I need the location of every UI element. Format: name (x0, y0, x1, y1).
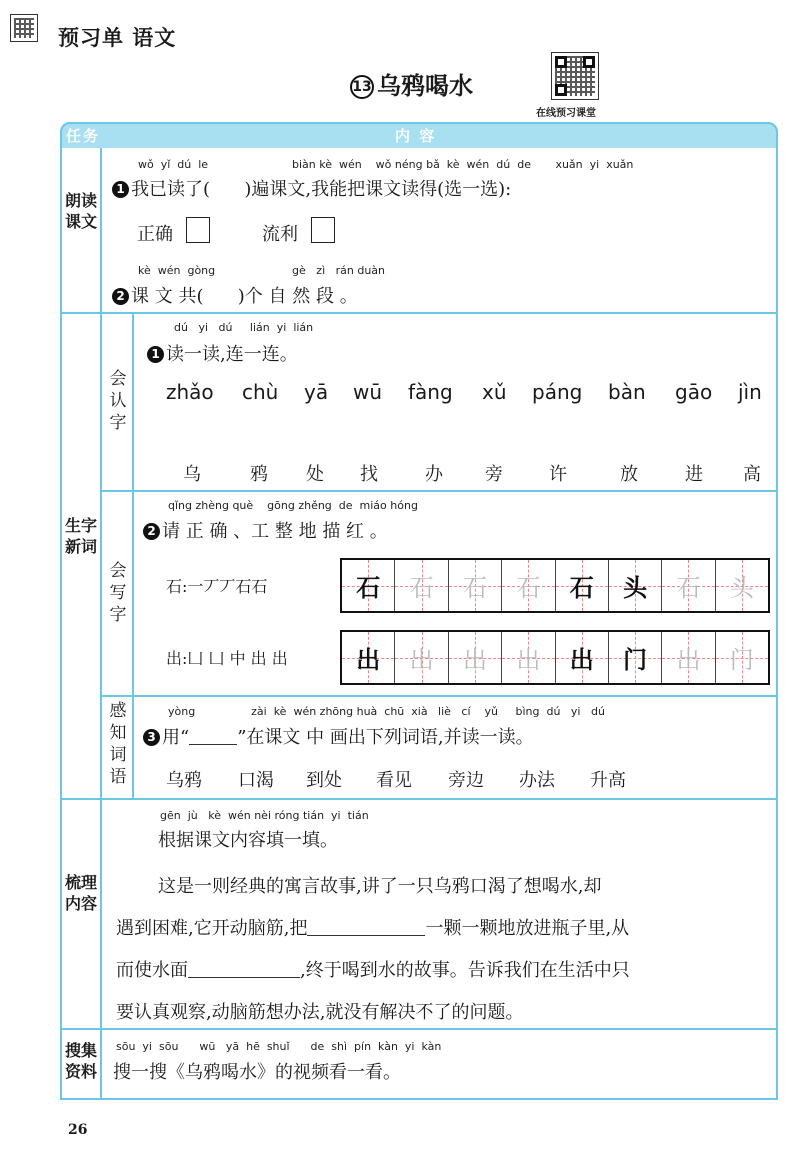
lesson-title-text: 乌鸦喝水 (377, 71, 473, 100)
grid-cell[interactable] (502, 632, 555, 683)
header-content: 内 容 (395, 127, 437, 145)
grid-char: 出 (356, 645, 381, 674)
pinyin-item[interactable]: yā (304, 380, 329, 404)
grid-char: 出 (462, 646, 487, 674)
fill-blank-2[interactable] (188, 977, 300, 978)
char-item[interactable]: 许 (549, 464, 567, 485)
grid-cell[interactable] (716, 560, 768, 611)
word-item[interactable]: 旁边 (448, 770, 484, 791)
row-divider (60, 1028, 778, 1030)
pinyin-item[interactable]: wū (353, 380, 383, 404)
grid-cell[interactable] (609, 632, 662, 683)
pinyin-line: qǐng zhèng què gōng zhěng de miáo hóng (168, 499, 418, 512)
pinyin-item[interactable]: bàn (608, 380, 646, 404)
underline-blank (189, 744, 237, 745)
lesson-qr-code[interactable] (551, 52, 599, 100)
grid-cell[interactable] (556, 560, 609, 611)
grid-char: 石 (462, 574, 487, 602)
question-text: 课 文 共( )个 自 然 段 。 (131, 286, 358, 307)
grid-char: 出 (516, 646, 541, 674)
question-text: 用“ (162, 727, 190, 748)
pinyin-item[interactable]: xǔ (482, 380, 507, 404)
pinyin-item[interactable]: fàng (408, 380, 453, 404)
subcat-perceive: 感知词语 (109, 701, 127, 787)
grid-cell[interactable] (609, 560, 662, 611)
char-item[interactable]: 处 (306, 464, 324, 485)
passage-line: 这是一则经典的寓言故事,讲了一只乌鸦口渴了想喝水,却 (158, 876, 602, 897)
grid-cell[interactable] (449, 632, 502, 683)
pinyin-line: sōu yi sōu wū yā hē shuǐ de shì pín kàn yi kàn (116, 1040, 442, 1053)
grid-char: 出 (409, 646, 434, 674)
perceive-question (143, 723, 534, 749)
grid-char: 石 (356, 573, 381, 602)
passage-line (116, 914, 629, 940)
grid-char: 石 (516, 574, 541, 602)
lesson-number: 13 (350, 75, 374, 99)
grid-char: 石 (676, 574, 701, 602)
qr-caption: 在线预习课堂 (536, 108, 596, 119)
category-search: 搜集资料 (64, 1041, 97, 1081)
question-bullet: 2 (143, 523, 160, 540)
pinyin-item[interactable]: páng (532, 380, 583, 404)
pinyin-item[interactable]: zhǎo (166, 380, 214, 404)
row-divider (60, 798, 778, 800)
question-text: ”在课文 中 画出下列词语,并读一读。 (237, 727, 534, 748)
grid-char: 门 (729, 646, 754, 674)
pinyin-line: yòng zài kè wén zhōng huà chū xià liè cí yǔ bìng dú yi dú (168, 705, 605, 718)
pinyin-line: gēn jù kè wén nèi róng tián yi tián (160, 809, 369, 822)
char-item[interactable]: 乌 (183, 464, 201, 485)
grid-char: 出 (569, 645, 594, 674)
word-item[interactable]: 乌鸦 (166, 770, 202, 791)
sorting-instruction: 根据课文内容填一填。 (158, 830, 338, 851)
writing-grid-chu[interactable] (340, 630, 770, 685)
option-correct-checkbox[interactable] (186, 217, 210, 243)
grid-char: 石 (409, 574, 434, 602)
question-bullet: 1 (112, 181, 129, 198)
category-new-words: 生字新词 (64, 516, 97, 556)
reading-question-1 (112, 175, 511, 201)
grid-cell[interactable] (342, 632, 395, 683)
row-divider (100, 490, 778, 492)
grid-char: 出 (676, 646, 701, 674)
header-task: 任务 (66, 127, 101, 145)
char-item[interactable]: 找 (360, 464, 378, 485)
grid-cell[interactable] (395, 632, 448, 683)
lesson-title (350, 66, 473, 101)
page-number: 26 (68, 1122, 88, 1138)
passage-text: 而使水面 (116, 960, 188, 981)
word-item[interactable]: 到处 (306, 770, 342, 791)
grid-cell[interactable] (662, 560, 715, 611)
grid-char: 头 (729, 574, 754, 602)
subcat-write: 会写字 (109, 561, 127, 625)
passage-text: ,终于喝到水的故事。告诉我们在生活中只 (300, 960, 630, 981)
question-text: 请 正 确 、工 整 地 描 红 。 (162, 521, 388, 542)
word-item[interactable]: 升高 (590, 770, 626, 791)
category-sorting: 梳理内容 (64, 873, 97, 913)
word-item[interactable]: 看见 (376, 770, 412, 791)
writing-grid-shi[interactable] (340, 558, 770, 613)
char-item[interactable]: 鸦 (250, 464, 268, 485)
corner-qr-code[interactable] (10, 14, 38, 42)
passage-line: 要认真观察,动脑筋想办法,就没有解决不了的问题。 (116, 1002, 524, 1023)
fill-blank-1[interactable] (307, 935, 425, 936)
row-divider (100, 695, 778, 697)
row-divider (60, 312, 778, 314)
option-fluent-checkbox[interactable] (311, 217, 335, 243)
char-item[interactable]: 旁 (485, 464, 503, 485)
subcat-recognize: 会认字 (109, 369, 127, 433)
grid-cell[interactable] (449, 560, 502, 611)
grid-cell[interactable] (502, 560, 555, 611)
grid-cell[interactable] (342, 560, 395, 611)
question-bullet: 1 (147, 346, 164, 363)
category-reading: 朗读课文 (64, 191, 97, 231)
recognize-question (147, 340, 298, 366)
grid-cell[interactable] (662, 632, 715, 683)
question-bullet: 3 (143, 729, 160, 746)
reading-question-2 (112, 282, 358, 308)
pinyin-line: kè wén gòng gè zì rán duàn (138, 264, 386, 277)
passage-line (116, 956, 630, 982)
char-item[interactable]: 进 (685, 464, 703, 485)
option-correct-label: 正确 (137, 224, 173, 245)
pinyin-item[interactable]: jìn (738, 380, 762, 404)
stroke-order-chu: 出:凵 凵 中 出 出 (166, 649, 288, 668)
option-fluent-label: 流利 (262, 224, 298, 245)
stroke-order-shi: 石:一丆丆石石 (166, 577, 268, 596)
grid-cell[interactable] (716, 632, 768, 683)
grid-char: 门 (623, 645, 648, 674)
passage-text: 一颗一颗地放进瓶子里,从 (425, 918, 630, 939)
pinyin-item[interactable]: gāo (675, 380, 713, 404)
word-item[interactable]: 办法 (519, 770, 555, 791)
write-question (143, 517, 388, 543)
question-bullet: 2 (112, 288, 129, 305)
question-text: 读一读,连一连。 (166, 344, 298, 365)
grid-char: 头 (623, 573, 648, 602)
column-divider (100, 148, 102, 1100)
header-label: 预习单 语文 (58, 26, 177, 50)
char-item[interactable]: 放 (620, 464, 638, 485)
char-item[interactable]: 办 (425, 464, 443, 485)
search-task: 搜一搜《乌鸦喝水》的视频看一看。 (113, 1062, 401, 1083)
question-text: 我已读了( )遍课文,我能把课文读得(选一选): (131, 179, 512, 200)
passage-text: 遇到困难,它开动脑筋,把 (116, 918, 308, 939)
sub-column-divider (132, 312, 134, 798)
char-item[interactable]: 高 (743, 464, 761, 485)
grid-char: 石 (569, 573, 594, 602)
grid-cell[interactable] (395, 560, 448, 611)
pinyin-item[interactable]: chù (242, 380, 279, 404)
pinyin-line: wǒ yǐ dú le biàn kè wén wǒ néng bǎ kè wén dú de xuǎn yi xuǎn (138, 158, 634, 171)
pinyin-line: dú yi dú lián yi lián (174, 321, 314, 334)
grid-cell[interactable] (556, 632, 609, 683)
word-item[interactable]: 口渴 (238, 770, 274, 791)
